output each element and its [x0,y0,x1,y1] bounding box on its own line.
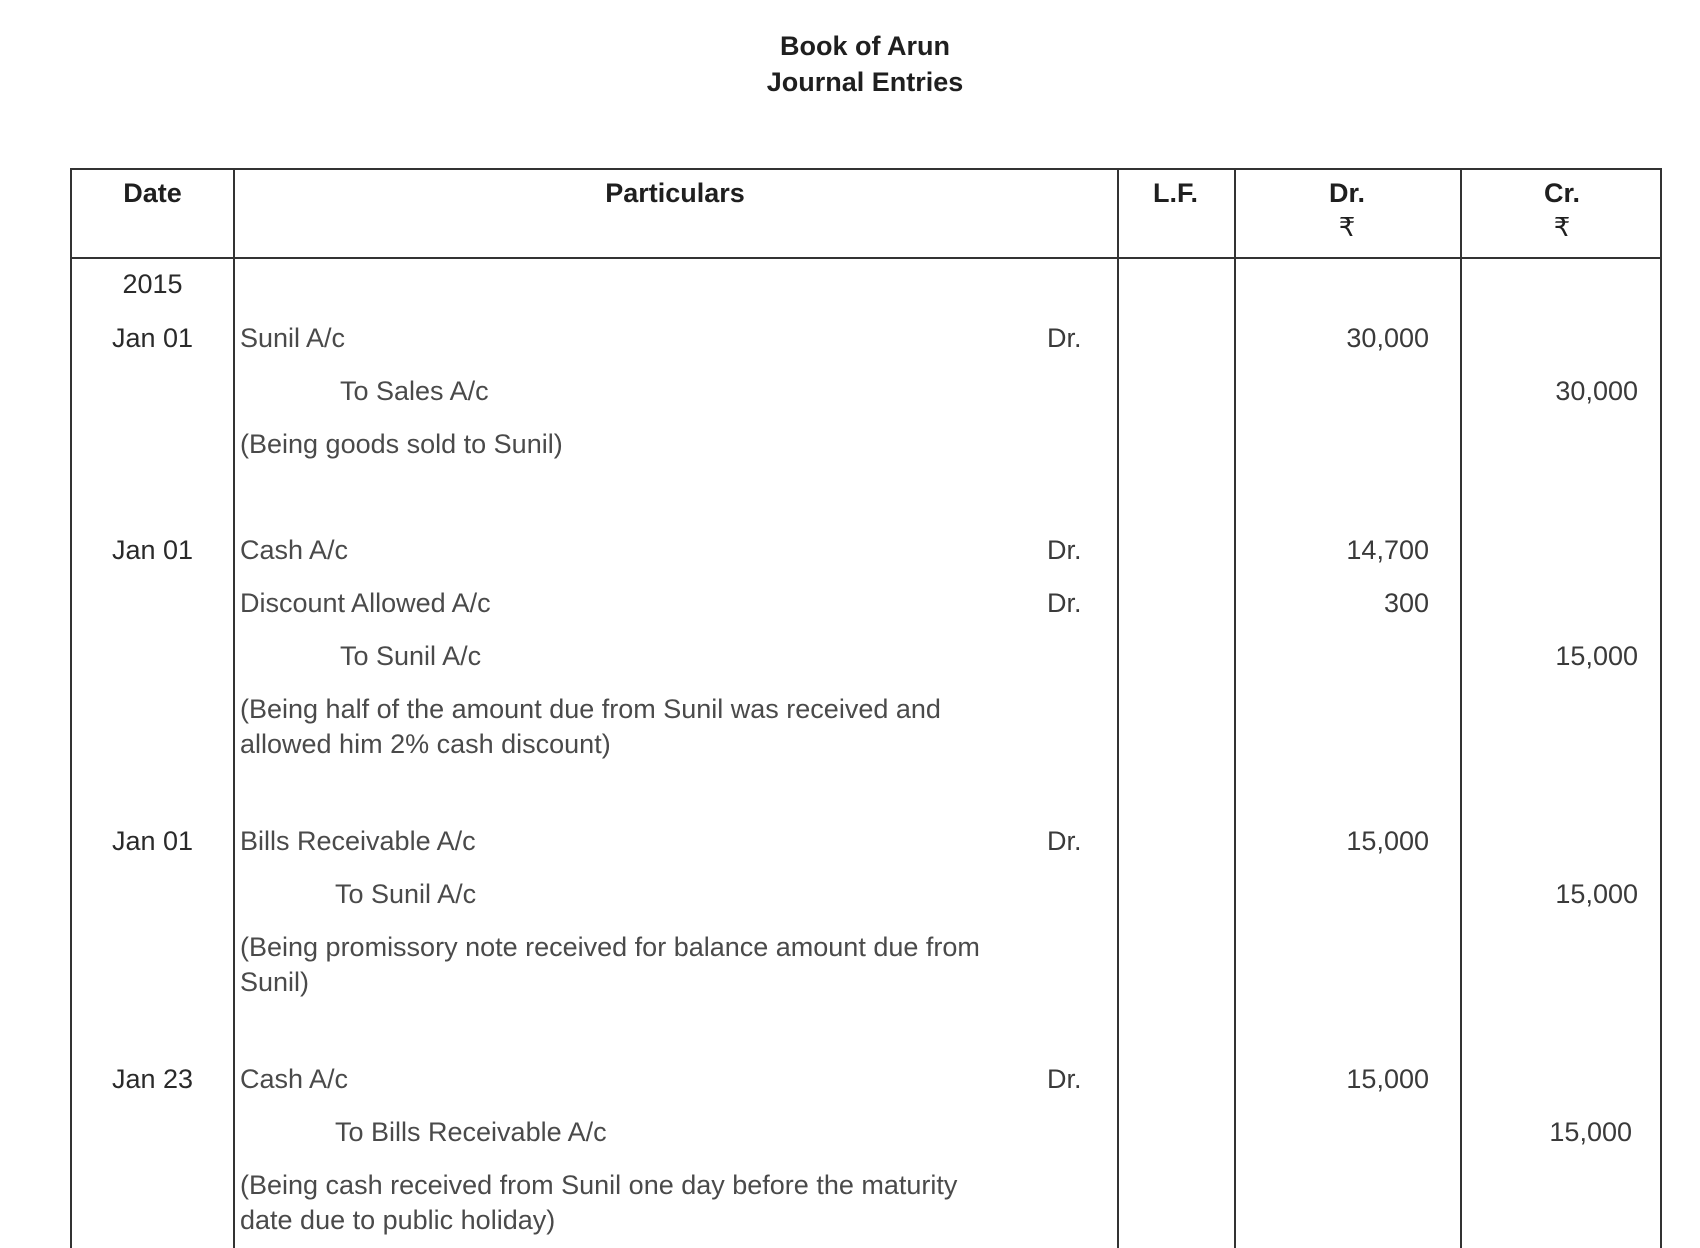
debit-account: Sunil A/c [240,323,346,353]
rupee-icon: ₹ [1338,212,1356,242]
credit-account: To Bills Receivable A/c [335,1117,607,1147]
narration: (Being cash received from Sunil one day before the maturity date due to public holiday) [240,1170,958,1235]
column-divider [1234,170,1236,1248]
column-divider [1117,170,1119,1248]
narration: (Being promissory note received for balance amount due from Sunil) [240,932,980,997]
journal-table [70,168,1662,1248]
debit-amount: 30,000 [1346,323,1429,353]
debit-account: Cash A/c [240,1064,349,1094]
debit-account: Discount Allowed A/c [240,588,491,618]
debit-amount: 15,000 [1346,1064,1429,1094]
debit-account: Cash A/c [240,535,349,565]
header-debit-label: Dr. [1328,178,1366,208]
debit-marker: Dr. [1047,1064,1082,1094]
document-subtitle: Journal Entries [766,67,964,97]
document-heading [0,28,1700,100]
entry-date: Jan 23 [111,1064,194,1094]
narration: (Being goods sold to Sunil) [240,429,563,459]
column-divider [1460,170,1462,1248]
credit-account: To Sales A/c [340,376,489,406]
column-divider [233,170,235,1248]
debit-amount: 300 [1383,588,1429,618]
entry-date: Jan 01 [111,323,194,353]
header-credit [1460,176,1664,244]
header-lf: L.F. [1153,178,1198,208]
header-divider [72,257,1660,259]
header-date: Date [123,178,182,208]
debit-amount: 14,700 [1346,535,1429,565]
rupee-icon: ₹ [1553,212,1571,242]
header-particulars: Particulars [605,178,745,208]
narration: (Being half of the amount due from Sunil was received and allowed him 2% cash discount) [240,694,941,759]
credit-amount: 15,000 [1555,879,1638,909]
credit-amount: 15,000 [1555,641,1638,671]
debit-account: Bills Receivable A/c [240,826,476,856]
debit-amount: 15,000 [1346,826,1429,856]
year-label: 2015 [122,269,183,299]
debit-marker: Dr. [1047,588,1082,618]
credit-amount: 30,000 [1555,376,1638,406]
header-debit [1234,176,1460,244]
entry-date: Jan 01 [111,535,194,565]
debit-marker: Dr. [1047,323,1082,353]
credit-account: To Sunil A/c [340,641,482,671]
credit-account: To Sunil A/c [335,879,477,909]
debit-marker: Dr. [1047,826,1082,856]
header-credit-label: Cr. [1543,178,1581,208]
credit-amount: 15,000 [1549,1117,1632,1147]
document-title: Book of Arun [780,31,950,61]
debit-marker: Dr. [1047,535,1082,565]
entry-date: Jan 01 [111,826,194,856]
